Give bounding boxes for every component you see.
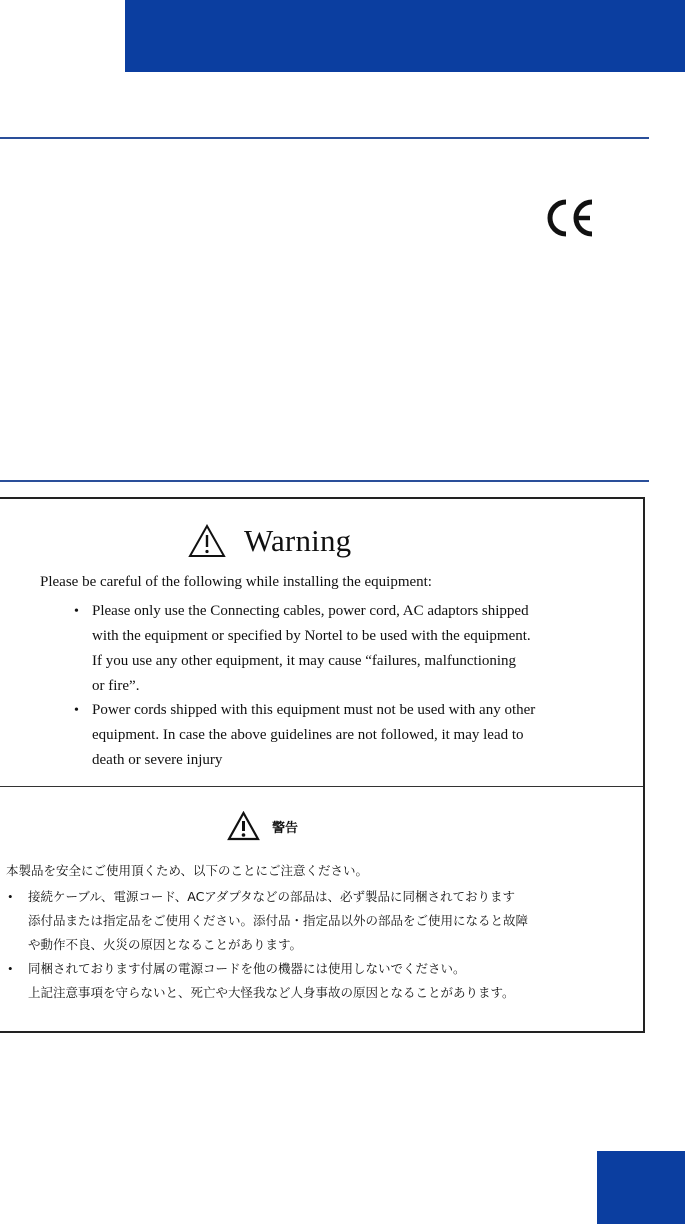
ce-mark-icon bbox=[544, 196, 600, 240]
bullet-line: If you use any other equipment, it may cause “failures, malfunctioning bbox=[92, 653, 517, 669]
bullet-line: with the equipment or specified by Nortel to be used with the equipment. bbox=[92, 628, 531, 644]
section-divider-middle bbox=[0, 480, 649, 482]
section-divider-top bbox=[0, 137, 649, 139]
bullet-line: 添付品または指定品をご使用ください。添付品・指定品以外の部品をご使用になると故障 bbox=[28, 913, 529, 928]
warning-title-en bbox=[188, 521, 351, 561]
page-number-tab bbox=[597, 1151, 685, 1224]
warning-english-section bbox=[0, 499, 643, 787]
warning-japanese-section bbox=[0, 787, 643, 1033]
bullet-line: Power cords shipped with this equipment must not be used with any other bbox=[92, 702, 536, 718]
warning-intro-jp: 本製品を安全にご使用頂くため、以下のことにご注意ください。 bbox=[6, 863, 369, 878]
bullet-line: 同梱されております付属の電源コードを他の機器には使用しないでください。 bbox=[28, 961, 466, 976]
bullet-line: や動作不良、火災の原因となることがあります。 bbox=[28, 937, 303, 952]
warning-title-text: Warning bbox=[244, 523, 352, 558]
bullet-line: 接続ケーブル、電源コード、ACアダプタなどの部品は、必ず製品に同梱されております bbox=[28, 889, 516, 904]
bullet-line: Please only use the Connecting cables, power cord, AC adaptors shipped bbox=[92, 603, 529, 619]
warning-panel bbox=[0, 497, 645, 1033]
warning-triangle-icon bbox=[227, 811, 260, 841]
bullet-line: equipment. In case the above guidelines are not followed, it may lead to bbox=[92, 727, 524, 743]
bullet-line: death or severe injury bbox=[92, 752, 223, 768]
bullet-dot: • bbox=[8, 961, 13, 976]
bullet-dot: • bbox=[74, 703, 79, 718]
bullet-dot: • bbox=[8, 889, 13, 904]
header-bar bbox=[125, 0, 685, 72]
warning-intro-en: Please be careful of the following while installing the equipment: bbox=[40, 574, 432, 590]
bullet-dot: • bbox=[74, 604, 79, 619]
warning-title-text-jp: 警告 bbox=[272, 820, 299, 836]
warning-title-jp bbox=[227, 809, 298, 843]
bullet-line: or fire”. bbox=[92, 678, 140, 694]
bullet-line: 上記注意事項を守らないと、死亡や大怪我など人身事故の原因となることがあります。 bbox=[28, 985, 515, 1000]
warning-triangle-icon bbox=[188, 524, 226, 558]
